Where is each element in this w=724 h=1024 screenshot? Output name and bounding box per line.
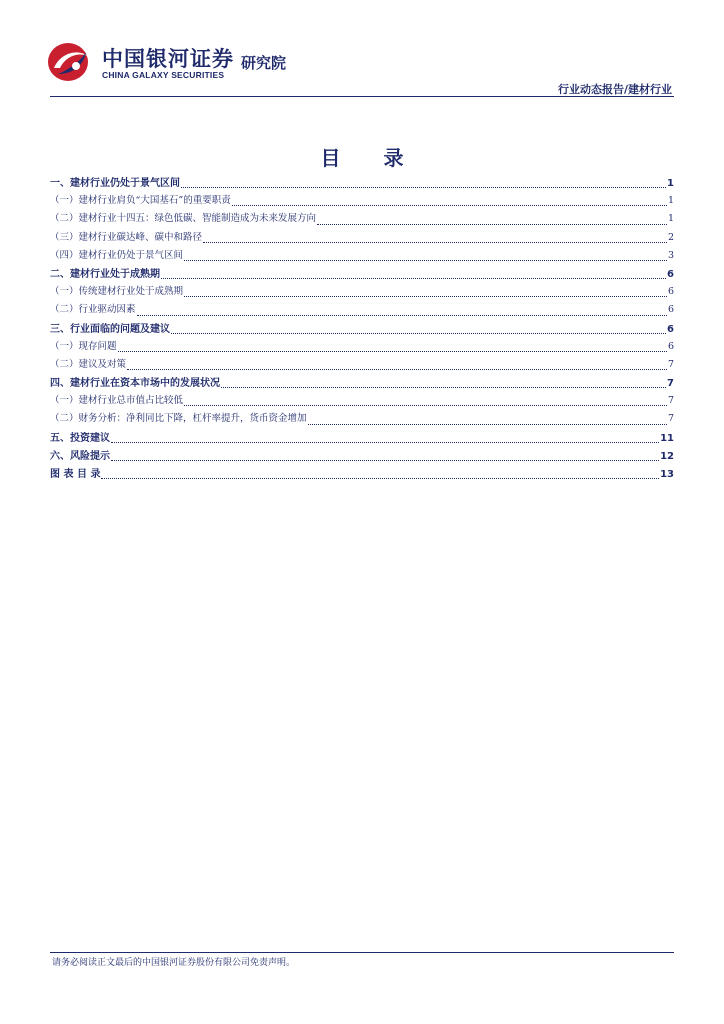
toc-section-entry[interactable] (50, 374, 674, 392)
toc-entry-title: 六、风险提示 (50, 450, 110, 462)
toc-page-number: 6 (667, 323, 674, 335)
toc-leader-dots (137, 315, 667, 316)
toc-leader-dots (317, 224, 667, 225)
toc-page-number: 6 (667, 268, 674, 280)
toc-leader-dots (101, 478, 659, 479)
toc-entry-title: （一）建材行业肩负“大国基石”的重要职责 (50, 195, 231, 207)
logo-chinese-name: 中国银河证券 (102, 47, 234, 71)
toc-section-entry[interactable] (50, 265, 674, 283)
toc-section-entry[interactable] (50, 174, 674, 192)
toc-entry-title: （二）建材行业十四五：绿色低碳、智能制造成为未来发展方向 (50, 213, 317, 225)
toc-entry-title: （二）行业驱动因素 (50, 304, 136, 316)
toc-subsection-entry[interactable] (50, 410, 674, 428)
toc-page-number: 1 (667, 195, 674, 207)
toc-section-entry[interactable] (50, 465, 674, 483)
logo-english-name: CHINA GALAXY SECURITIES (102, 70, 225, 80)
toc-page-number: 7 (667, 378, 674, 390)
toc-leader-dots (111, 460, 659, 461)
toc-entry-title: 一、建材行业仍处于景气区间 (50, 178, 180, 189)
toc-leader-dots (127, 369, 667, 370)
toc-section-entry[interactable] (50, 447, 674, 465)
toc-subsection-entry[interactable] (50, 247, 674, 265)
toc-leader-dots (111, 442, 659, 443)
toc-page-number: 3 (667, 249, 674, 261)
toc-leader-dots (171, 333, 666, 334)
galaxy-logo-icon (46, 40, 94, 84)
toc-subsection-entry[interactable] (50, 356, 674, 374)
company-logo (46, 40, 306, 84)
toc-entry-title: （一）现存问题 (50, 340, 117, 352)
toc-entry-title: （二）财务分析：净利同比下降，杠杆率提升，货币资金增加 (50, 413, 307, 425)
toc-leader-dots (184, 296, 667, 297)
toc-leader-dots (184, 405, 667, 406)
toc-page-number: 7 (667, 413, 674, 425)
toc-leader-dots (308, 424, 667, 425)
toc-page-number: 13 (660, 469, 674, 480)
toc-leader-dots (181, 187, 666, 188)
toc-entry-title: 四、建材行业在资本市场中的发展状况 (50, 378, 220, 390)
footer-divider (50, 952, 674, 953)
toc-section-entry[interactable] (50, 429, 674, 447)
toc-page-number: 7 (667, 395, 674, 407)
toc-subsection-entry[interactable] (50, 229, 674, 247)
toc-entry-title: （二）建议及对策 (50, 358, 127, 370)
toc-entry-title: （四）建材行业仍处于景气区间 (50, 249, 184, 261)
toc-subsection-entry[interactable] (50, 210, 674, 228)
toc-leader-dots (118, 351, 667, 352)
toc-entry-title: 五、投资建议 (50, 432, 110, 444)
toc-entry-title: 图 表 目 录 (50, 469, 101, 480)
toc-leader-dots (184, 260, 667, 261)
toc-heading: 目 录 (320, 146, 422, 170)
toc-page-number: 11 (660, 432, 674, 444)
toc-page-number: 1 (667, 178, 674, 189)
toc-leader-dots (161, 278, 666, 279)
toc-page-number: 6 (667, 286, 674, 298)
footer-disclaimer: 请务必阅读正文最后的中国银河证券股份有限公司免责声明。 (52, 958, 296, 968)
toc-subsection-entry[interactable] (50, 301, 674, 319)
toc-leader-dots (232, 205, 667, 206)
toc-page-number: 2 (667, 231, 674, 243)
toc-page-number: 1 (667, 213, 674, 225)
toc-page-number: 12 (660, 450, 674, 462)
toc-subsection-entry[interactable] (50, 338, 674, 356)
toc-section-entry[interactable] (50, 320, 674, 338)
toc-entry-title: 二、建材行业处于成熟期 (50, 268, 160, 280)
table-of-contents (50, 174, 674, 483)
logo-institute-name: 研究院 (241, 54, 287, 72)
toc-entry-title: （三）建材行业碳达峰、碳中和路径 (50, 231, 203, 243)
toc-entry-title: （一）建材行业总市值占比较低 (50, 395, 184, 407)
toc-page-number: 6 (667, 304, 674, 316)
toc-page-number: 6 (667, 340, 674, 352)
toc-subsection-entry[interactable] (50, 392, 674, 410)
toc-subsection-entry[interactable] (50, 192, 674, 210)
toc-entry-title: 三、行业面临的问题及建议 (50, 323, 170, 335)
toc-subsection-entry[interactable] (50, 283, 674, 301)
report-category: 行业动态报告/建材行业 (557, 83, 672, 96)
toc-entry-title: （一）传统建材行业处于成熟期 (50, 286, 184, 298)
header-divider (50, 96, 674, 97)
toc-page-number: 7 (667, 358, 674, 370)
toc-leader-dots (221, 387, 666, 388)
toc-leader-dots (203, 242, 667, 243)
